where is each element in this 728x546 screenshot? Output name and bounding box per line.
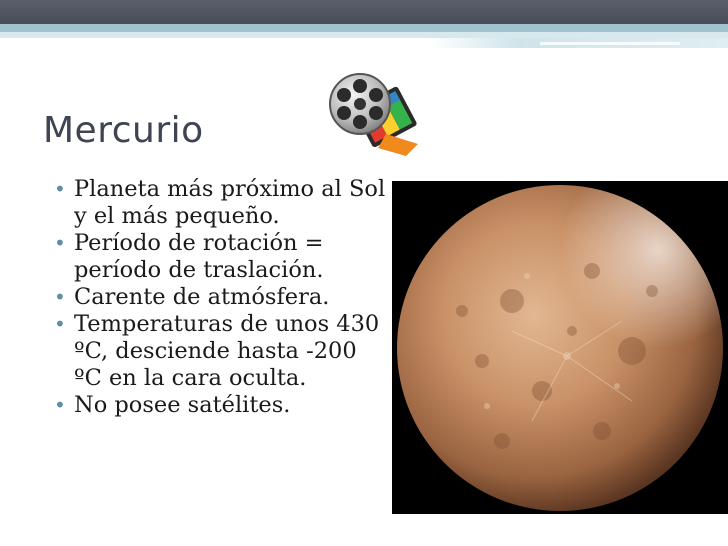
- bullet-text: Carente de atmósfera.: [74, 284, 330, 310]
- bullet-text: Período de rotación = período de traslación.: [74, 230, 324, 283]
- list-item: [52, 392, 387, 419]
- bullet-text: Temperaturas de unos 430 ºC, desciende hasta -200 ºC en la cara oculta.: [74, 311, 380, 391]
- bullet-dot-icon: •: [54, 177, 66, 201]
- accent-band: [0, 24, 728, 32]
- slide-title: Mercurio: [43, 110, 204, 151]
- mercury-image: [392, 181, 728, 514]
- list-item: [52, 311, 387, 392]
- list-item: [52, 230, 387, 284]
- accent-band-highlight: [540, 42, 680, 45]
- bullet-text: No posee satélites.: [74, 392, 291, 418]
- bullet-dot-icon: •: [54, 312, 66, 336]
- mercury-planet-image: [392, 181, 728, 514]
- bullet-text: Planeta más próximo al Sol y el más pequeño.: [74, 176, 386, 229]
- list-item: [52, 176, 387, 230]
- list-item: [52, 284, 387, 311]
- bullet-list: [52, 176, 387, 419]
- bullet-dot-icon: •: [54, 285, 66, 309]
- bullet-dot-icon: •: [54, 393, 66, 417]
- top-bar: [0, 0, 728, 24]
- bullet-dot-icon: •: [54, 231, 66, 255]
- movie-clip-icon: [326, 64, 422, 156]
